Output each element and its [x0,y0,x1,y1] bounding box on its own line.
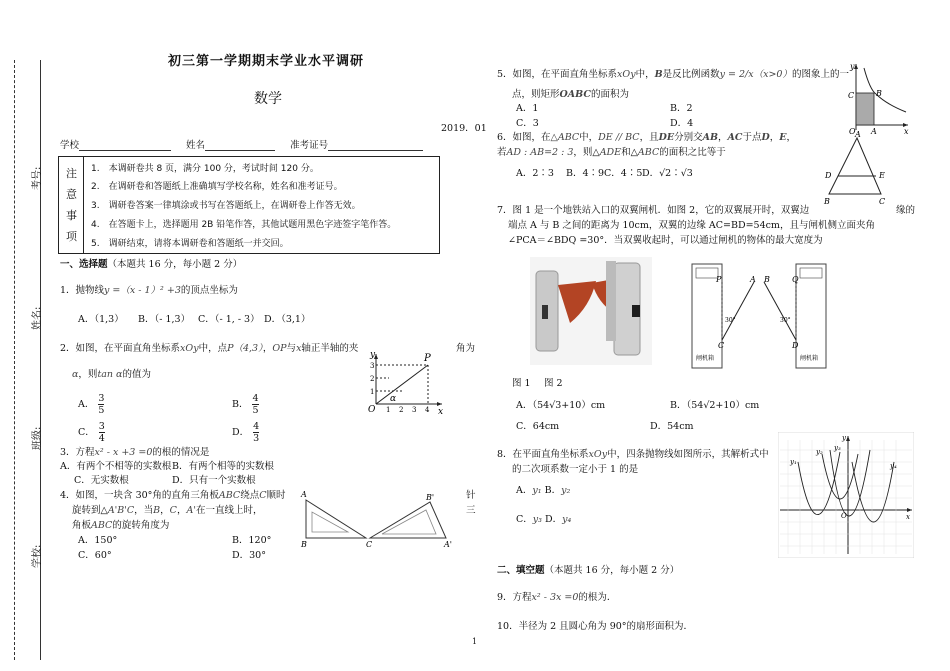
q4-tail: 针 [466,490,476,501]
q6-option-b: B．4∶9 [566,168,605,179]
q2-alpha: α [72,369,79,380]
q1-text: 的顶点坐标为 [180,285,238,296]
q2-frac-den: 5 [98,405,105,416]
box-top-slot [696,268,718,278]
q6-line1 [497,129,796,143]
q5-text: 点，则矩形 [512,89,560,100]
q8-option-label: D． [545,514,563,525]
q8-text: 8．在平面直角坐标系 [497,449,589,460]
q3-stem [60,444,209,458]
q6-text: ， [718,132,728,143]
q5-text: 中， [635,69,655,80]
q6-abc: △ABC [550,132,580,143]
q1-expr: y =（x - 1）² +3 [104,285,181,296]
q2-frac-den: 4 [98,433,105,444]
series-label-y4: y₄ [890,462,897,470]
q6-text: 中， [579,132,599,143]
q4-abc: ABC [218,490,241,501]
left-gate-sensor [542,305,548,319]
q2-line2 [72,366,151,380]
q1-option-c: C．（- 1, - 3） [198,314,260,325]
x-tick-label: 1 [386,406,391,414]
q7-tail1: 缘的 [896,205,916,216]
q9-expr: x² - 3x =0 [531,592,579,603]
y-tick-label: 2 [370,375,375,383]
q2-text: 2．如图，在平面直角坐标系 [60,343,181,354]
q4-c: C [259,490,267,501]
series-label-y1: y₁ [790,458,797,466]
parabola-y2 [822,454,858,499]
q5-option-a: A．1 [516,103,539,114]
school-field[interactable] [79,140,171,151]
point-p-label: P [716,275,722,284]
q7-line3: ∠PCA＝∠BDQ =30°．当双翼收起时，可以通过闸机的物体的最大宽度为 [508,235,823,246]
q2-frac-num: 4 [253,421,260,432]
q6-text: 于点 [742,132,762,143]
q5-option-d: D．4 [670,118,694,129]
q2-text: 轴正半轴的夹 [301,343,359,354]
q2-point: P（4,3） [227,343,263,354]
q7-option-a: A．（54√3+10）cm [516,400,606,411]
q2-option-c [78,421,105,444]
name-field[interactable] [205,140,275,151]
q1-text: 1．抛物线 [60,285,105,296]
q9-text: 9．方程 [497,592,532,603]
q4-option-a: A．150° [78,535,118,546]
q7-line1: 7．图 1 是一个地铁站入口的双翼闸机．如图 2，它的双翼展开时，双翼边 [497,205,810,216]
id-label: 准考证号 [290,140,329,151]
point-p-label: P [424,353,431,364]
q2-text: ， [262,343,273,354]
q2-frac-num: 3 [98,393,105,404]
q8-line1 [497,446,769,460]
q3-text: 3．方程 [60,447,95,458]
q5-text: 的图象上的一 [791,69,849,80]
q5-text: 是反比例函数 [662,69,720,80]
notice-box [58,156,440,254]
q8-line2: 的二次项系数一定小于 1 的是 [512,464,639,475]
q2-frac-num: 4 [252,393,259,404]
q6-ratio: AD : AB=2 : 3 [506,147,574,158]
x-label: x [904,127,909,135]
vertex-c-label: C [366,540,373,549]
exam-date: 2019．01 [441,123,487,134]
point-c-label: C [718,341,725,350]
parabola-y4 [852,462,894,522]
q7-gate-diagram [688,262,833,372]
q2-frac-den: 3 [253,433,260,444]
q8-text: 中，四条抛物线如图所示，其解析式中 [607,449,769,460]
school-label: 学校 [60,140,80,151]
origin-label: O [841,512,847,520]
notice-item: 5. 调研结束，请将本调研卷和答题纸一并交回。 [91,239,289,249]
triangle-abc [829,138,881,194]
y-label: y [370,350,376,360]
point-a-label: A [750,275,756,284]
origin-label: O [849,127,856,135]
y-label: y [850,62,855,71]
q6-ac: AC [727,132,743,143]
q4-a1: A' [186,505,196,516]
q5-line2 [512,86,629,100]
q6-ab: AB [702,132,718,143]
notice-head-char: 事 [66,209,77,222]
q4-tail2: 三 [466,505,476,516]
q2-op: OP [272,343,287,354]
q2-option-label: D． [232,427,250,438]
q5-option-c: C．3 [516,118,539,129]
point-a-label: A [871,127,877,135]
q4-abc: ABC [91,520,113,531]
op-segment [376,365,428,404]
q2-figure [362,348,447,414]
q4-text: 在一直线上时， [195,505,263,516]
point-b-label: B [876,89,882,98]
side-label-kaohao: 考号: [32,166,43,190]
angle-label: 30° [725,317,736,324]
y-arrow-icon [846,436,850,441]
q5-text: 的面积为 [590,89,629,100]
q7-option-b: B．（54√2+10）cm [670,400,760,411]
q2-option-b [232,393,259,416]
q8-option-label: B． [544,485,562,496]
q4-text: 绕点 [240,490,260,501]
q2-option-label: A． [78,399,95,410]
q8-var: y₄ [562,514,572,525]
q2-text: 中，点 [198,343,228,354]
q1-option-b: B．（- 1,3） [138,314,191,325]
gate-box-right [796,264,826,368]
exam-title: 初三第一学期期末学业水平调研 [168,54,365,69]
q6-line2 [497,144,726,158]
name-label: 姓名 [186,140,206,151]
angle-label: 30° [780,317,791,324]
x-arrow-icon [907,508,912,512]
vertex-a1-label: A' [444,540,452,549]
notice-head-char: 注 [66,167,77,180]
series-label-y2: y₂ [816,448,823,456]
q4-text: 的旋转角度为 [112,520,170,531]
wing-bd [764,282,796,340]
section1-note: （本题共 16 分，每小题 2 分） [107,259,243,270]
q5-figure [842,60,912,135]
side-label-banji: 班级: [32,426,43,450]
q8-var: y₂ [561,485,571,496]
q2-stem [60,340,358,354]
q3-expr: x² - x +3 =0 [94,447,153,458]
q6-text: ， [769,132,780,143]
q9-text: 的根为． [578,592,617,603]
q4-line1 [60,487,286,501]
q2-tan: tan α [97,369,123,380]
q4-option-b: B．120° [232,535,272,546]
q4-text: 角板 [72,520,92,531]
q6-d: D [761,132,770,143]
point-e-label: E [879,171,885,180]
q2-text: 的值为 [122,369,151,380]
binding-dashed-line [14,60,15,660]
q3-option-a: A．有两个不相等的实数根 [60,461,172,472]
q4-text: ，当 [134,505,154,516]
q2-frac-num: 3 [98,421,105,432]
wing-ac [722,282,754,340]
point-c-label: C [848,91,855,100]
q4-text: ， [160,505,170,516]
q2-option-a [78,393,104,416]
q7-line2: 端点 A 与 B 之间的距离为 10cm，双翼的边缘 AC=BD=54cm，且与闸机侧立面夹角 [508,220,875,231]
page-number: 1 [472,637,478,646]
notice-head-char: 意 [66,188,77,201]
q3-option-c: C．无实数根 [74,475,129,486]
q8-option-ab [516,482,570,496]
section1-heading [60,256,242,270]
notice-item: 4. 在答题卡上，选择题用 2B 铅笔作答，其他试题用黑色字迹签字笔作答。 [91,220,397,230]
grid [780,440,912,554]
q8-option-label: C． [516,514,533,525]
x-label: x [438,407,444,414]
q4-text: 4．如图，一块含 30°角的直角三角板 [60,490,219,501]
gate-box-label: 闸机箱 [800,355,819,362]
q4-b: B [153,505,161,516]
y-tick-label: 3 [370,362,375,370]
q6-text: 的面积之比等于 [659,147,726,158]
side-label-xingming: 姓名: [32,306,43,330]
q1-stem [60,282,238,296]
rectangle-oabc [856,93,874,125]
q4-line2 [72,502,262,516]
q4-option-c: C．60° [78,550,112,561]
vertex-a-label: A [855,130,861,139]
q2-xoy: xOy [180,343,199,354]
q8-option-label: A． [516,485,533,496]
series-label-y3: y₃ [834,444,841,452]
q7-gate-photo [530,257,652,365]
right-gate-display [632,305,640,317]
point-q-label: Q [792,275,799,284]
notice-head [59,157,84,253]
q2-option-label: B． [232,399,249,410]
gate-box-label: 闸机箱 [696,355,715,362]
notice-item: 1. 本调研卷共 8 页，满分 100 分，考试时间 120 分。 [91,164,319,174]
q1-option-d: D．（3,1） [264,314,311,325]
q3-option-b: B．有两个相等的实数根 [172,461,274,472]
q5-oabc: OABC [559,89,591,100]
q2-tail: 角为 [456,343,476,354]
q9-stem [497,589,616,603]
q6-text: ，且 [639,132,659,143]
q5-expr: y = 2/x（x>0） [719,69,792,80]
y-tick-label: 1 [370,388,375,396]
middle-cabinet [606,261,616,341]
vertex-b-label: B [301,540,307,549]
q6-figure [815,130,895,205]
q8-var: y₃ [532,514,542,525]
figure-frame [778,432,914,558]
q4-figure [298,488,458,550]
q10-stem: 10．半径为 2 且圆心角为 90°的扇形面积为． [497,621,694,632]
q5-b: B [654,69,663,80]
q6-text: 和△ [621,147,638,158]
q6-text: ， [786,132,796,143]
q3-option-d: D．只有一个实数根 [172,475,256,486]
section2-title: 二、填空题 [497,565,545,576]
section1-title: 一、选择题 [60,259,108,270]
x-tick-label: 3 [412,406,417,414]
id-field[interactable] [328,140,423,151]
vertex-b-label: B [824,197,830,205]
section2-note: （本题共 16 分，每小题 2 分） [544,565,680,576]
q1-option-a: A．（1,3） [78,314,124,325]
q3-text: 的根的情况是 [152,447,210,458]
x-label: x [906,513,910,521]
q6-de-parallel: DE // BC [598,132,640,143]
q5-option-b: B．2 [670,103,693,114]
q4-text: ， [176,505,187,516]
q4-c: C [169,505,177,516]
q7-fig2-caption: 图 2 [544,378,563,389]
q7-fig1-caption: 图 1 [512,378,531,389]
notice-item: 2. 在调研卷和答题纸上准确填写学校名称，姓名和准考证号。 [91,182,343,192]
notice-item: 3. 调研卷答案一律填涂或书写在答题纸上，在调研卷上作答无效。 [91,201,361,211]
q2-option-label: C． [78,427,95,438]
q6-option-d: D．√2∶√3 [642,168,693,179]
q6-option-a: A．2∶3 [516,168,554,179]
x-tick-label: 2 [399,406,404,414]
vertex-c-label: C [879,197,886,205]
q8-option-cd [516,511,571,525]
q8-xoy: xOy [588,449,608,460]
binding-solid-line [40,60,41,660]
q6-text: 6．如图，在 [497,132,551,143]
q7-option-d: D．54cm [650,421,694,432]
section2-heading [497,562,679,576]
notice-head-char: 项 [66,230,77,243]
q7-option-c: C．64cm [516,421,560,432]
q8-figure [778,432,914,558]
q8-var: y₁ [532,485,542,496]
q2-x: x [296,343,302,354]
y-arrow-icon [854,64,858,69]
q2-option-d [232,421,259,444]
q2-frac-den: 5 [252,405,259,416]
q6-text: 分别交 [674,132,703,143]
q6-option-c: C．4∶5 [604,168,643,179]
q6-text: 若 [497,147,507,158]
q6-text: ，则△ [573,147,600,158]
q4-a1b1c: A'B'C [107,505,135,516]
q5-text: 5．如图，在平面直角坐标系 [497,69,618,80]
exam-subject: 数学 [254,91,282,107]
q5-stem [497,66,849,80]
q6-e: E [779,132,787,143]
vertex-a-label: A [301,490,307,499]
q4-option-d: D．30° [232,550,266,561]
parabola-y1 [798,452,840,515]
y-label: y [842,434,846,442]
info-line [60,137,423,151]
side-label-xuexiao: 学校: [32,544,43,568]
alpha-label: α [390,394,397,404]
box-top-slot [800,268,822,278]
origin-label: O [368,405,376,414]
q6-de: DE [658,132,675,143]
x-tick-label: 4 [425,406,430,414]
q6-abc: ABC [637,147,660,158]
q5-xoy: xOy [617,69,636,80]
point-b-label: B [764,275,770,284]
point-d-label: D [792,341,799,350]
x-arrow-icon [437,402,442,406]
q4-text: 旋转到△ [72,505,108,516]
q6-ade: ADE [599,147,622,158]
q2-text: ，则 [78,369,98,380]
q4-text: 顺时 [266,490,286,501]
q4-line3 [72,517,169,531]
q2-text: 与 [286,343,297,354]
vertex-b1-label: B' [426,493,435,502]
point-d-label: D [825,171,832,180]
triangle-a1b1c-inner [382,510,436,534]
